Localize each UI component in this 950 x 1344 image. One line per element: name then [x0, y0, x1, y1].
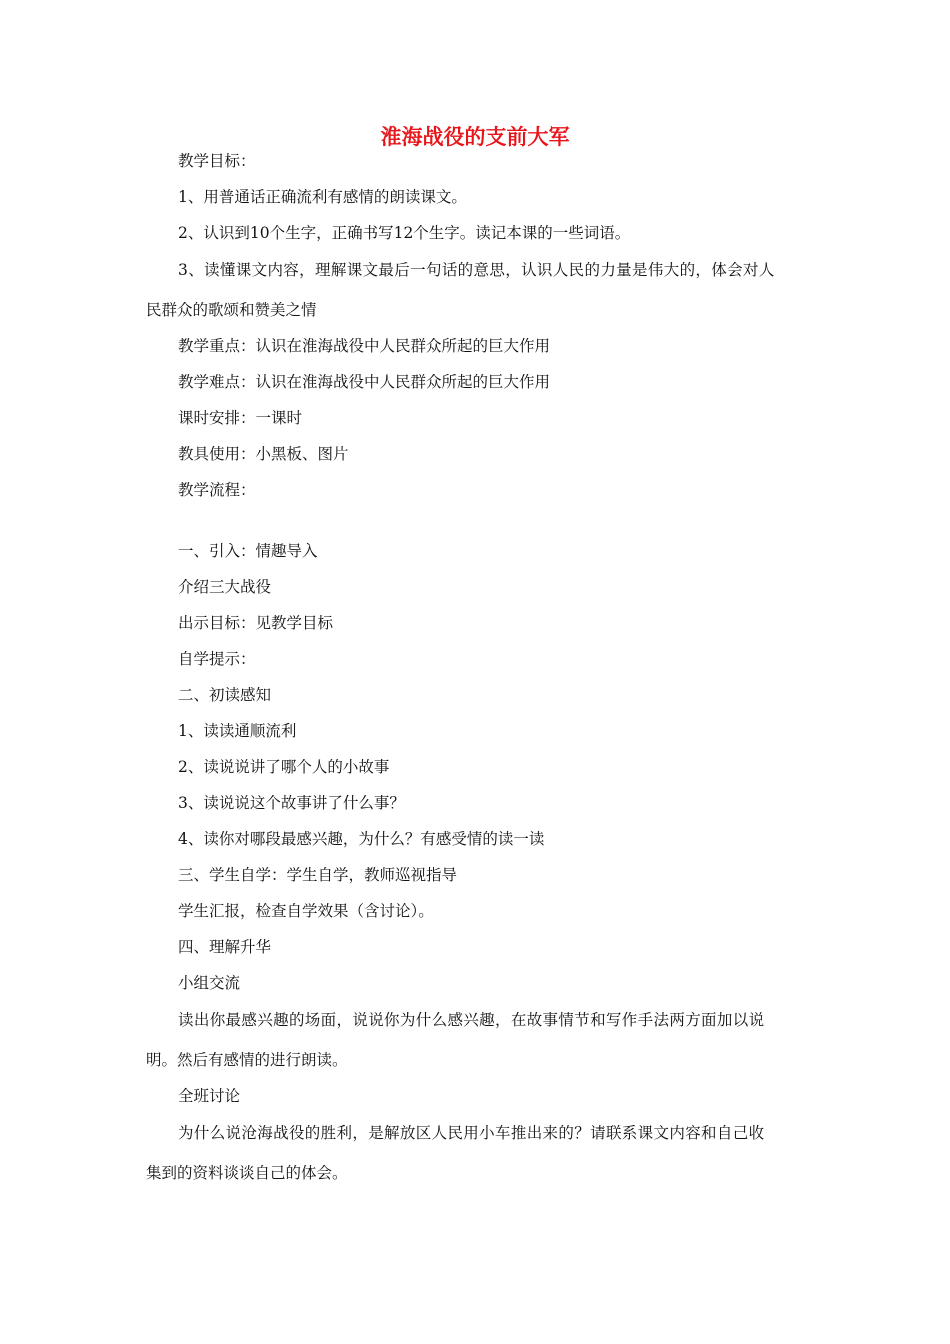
section-4-heading: 四、理解升华 — [178, 938, 272, 956]
goal-item-2: 2、认识到10个生字，正确书写12个生字。读记本课的一些词语。 — [178, 224, 631, 242]
paragraph-self-study-tips: 自学提示： — [178, 650, 256, 668]
teaching-difficulty: 教学难点：认识在淮海战役中人民群众所起的巨大作用 — [178, 373, 551, 391]
paragraph-student-report: 学生汇报，检查自学效果（含讨论）。 — [178, 902, 434, 920]
reading-item-3: 3、读说说这个故事讲了什么事？ — [178, 794, 405, 812]
reading-item-4: 4、读你对哪段最感兴趣，为什么？有感受情的读一读 — [178, 830, 545, 848]
goal-item-1: 1、用普通话正确流利有感情的朗读课文。 — [178, 188, 467, 206]
paragraph-show-goals: 出示目标：见教学目标 — [178, 614, 334, 632]
paragraph-class-discussion: 全班讨论 — [178, 1087, 241, 1105]
document-title: 淮海战役的支前大军 — [380, 125, 570, 149]
class-schedule: 课时安排：一课时 — [178, 409, 303, 427]
paragraph-discussion-question-continued: 集到的资料谈谈自己的体会。 — [146, 1164, 348, 1182]
teaching-focus: 教学重点：认识在淮海战役中人民群众所起的巨大作用 — [178, 337, 551, 355]
paragraph-discussion-question: 为什么说沧海战役的胜利，是解放区人民用小车推出来的？请联系课文内容和自己收 — [178, 1124, 765, 1142]
section-2-heading: 二、初读感知 — [178, 686, 272, 704]
section-1-heading: 一、引入：情趣导入 — [178, 542, 318, 560]
teaching-process-heading: 教学流程： — [178, 481, 256, 499]
paragraph-read-scene: 读出你最感兴趣的场面，说说你为什么感兴趣，在故事情节和写作手法两方面加以说 — [178, 1011, 765, 1029]
paragraph-three-campaigns: 介绍三大战役 — [178, 578, 272, 596]
reading-item-2: 2、读说说讲了哪个人的小故事 — [178, 758, 390, 776]
paragraph-read-scene-continued: 明。然后有感情的进行朗读。 — [146, 1051, 348, 1069]
paragraph-group-exchange: 小组交流 — [178, 974, 241, 992]
section-3-heading: 三、学生自学：学生自学，教师巡视指导 — [178, 866, 458, 884]
goal-item-3-continued: 民群众的歌颂和赞美之情 — [146, 301, 317, 319]
reading-item-1: 1、读读通顺流利 — [178, 722, 297, 740]
teaching-goals-heading: 教学目标： — [178, 152, 256, 170]
goal-item-3: 3、读懂课文内容，理解课文最后一句话的意思，认识人民的力量是伟大的，体会对人 — [178, 261, 775, 279]
teaching-tools: 教具使用：小黑板、图片 — [178, 445, 349, 463]
